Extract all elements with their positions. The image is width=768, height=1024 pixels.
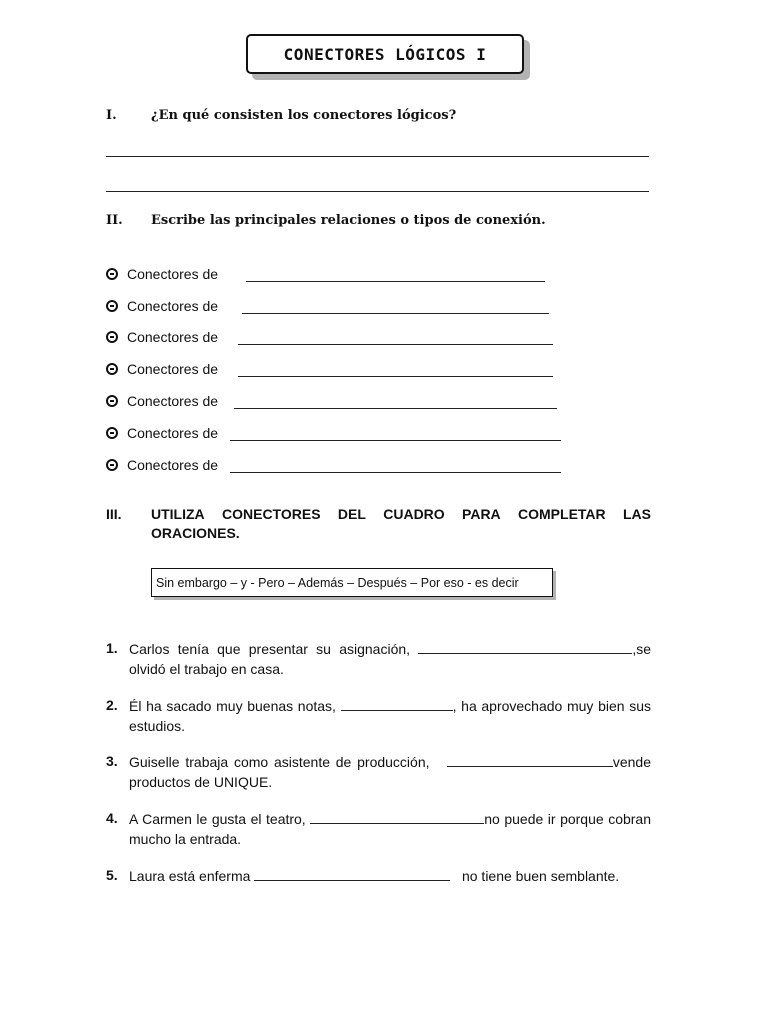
connector-item-label: Conectores de xyxy=(127,425,219,441)
sentence-blank xyxy=(418,641,632,654)
sentence-number: 2. xyxy=(106,697,118,713)
connector-blank xyxy=(234,394,557,409)
sentence-text-after: no puede ir porque cobran mucho la entrada. xyxy=(129,811,651,847)
connector-item-label: Conectores de xyxy=(127,361,219,377)
section-3-word: PARA xyxy=(462,506,501,522)
connector-item-label: Conectores de xyxy=(127,393,219,409)
connector-item xyxy=(106,360,218,378)
sentence-text-before: Guiselle trabaja como asistente de producción, xyxy=(129,754,430,770)
connector-item-label: Conectores de xyxy=(127,457,219,473)
section-3-word: UTILIZA xyxy=(151,506,205,522)
arrow-circle-bullet-icon xyxy=(106,363,118,375)
connector-item xyxy=(106,456,218,474)
sentence-text-after: no tiene buen semblante. xyxy=(461,868,620,884)
section-3-word: LAS xyxy=(622,506,651,522)
sentence-text-after: ,se olvidó el trabajo en casa. xyxy=(129,641,651,677)
section-1-number: I. xyxy=(106,108,117,123)
sentence-number: 1. xyxy=(106,640,118,656)
sentence-number: 3. xyxy=(106,753,118,769)
sentence-4 xyxy=(129,809,651,849)
connector-item xyxy=(106,392,218,410)
section-1-question: ¿En qué consisten los conectores lógicos? xyxy=(151,108,457,123)
section-3-instruction-line-2: ORACIONES. xyxy=(151,525,240,541)
arrow-circle-bullet-icon xyxy=(106,331,118,343)
sentence-text-after: , ha aprovechado muy bien sus estudios. xyxy=(129,698,651,734)
connector-word-box: Sin embargo – y - Pero – Además – Después – Por eso - es decir xyxy=(151,568,553,597)
arrow-circle-bullet-icon xyxy=(106,300,118,312)
sentence-2 xyxy=(129,696,651,736)
connector-blank xyxy=(238,362,553,377)
sentence-blank xyxy=(447,754,613,767)
connector-blank xyxy=(230,458,561,473)
section-3-word: COMPLETAR xyxy=(518,506,606,522)
sentence-number: 4. xyxy=(106,810,118,826)
sentence-blank xyxy=(310,811,484,824)
answer-line-1 xyxy=(106,156,649,157)
sentence-blank xyxy=(254,868,450,881)
connector-item xyxy=(106,297,218,315)
section-2-number: II. xyxy=(106,213,123,228)
arrow-circle-bullet-icon xyxy=(106,459,118,471)
connector-item-label: Conectores de xyxy=(127,329,219,345)
sentence-text-before: Él ha sacado muy buenas notas, xyxy=(129,698,336,714)
connector-item xyxy=(106,424,218,442)
sentence-3 xyxy=(129,752,651,792)
answer-line-2 xyxy=(106,191,649,192)
sentence-text-before: A Carmen le gusta el teatro, xyxy=(129,811,306,827)
connector-blank xyxy=(242,299,549,314)
arrow-circle-bullet-icon xyxy=(106,395,118,407)
section-3-word: CONECTORES xyxy=(222,506,321,522)
connector-blank xyxy=(246,267,545,282)
sentence-number: 5. xyxy=(106,867,118,883)
worksheet-title: CONECTORES LÓGICOS I xyxy=(246,34,524,74)
connector-item xyxy=(106,328,218,346)
section-2-instruction: Escribe las principales relaciones o tipos de conexión. xyxy=(151,213,546,228)
sentence-blank xyxy=(341,698,453,711)
sentence-text-before: Carlos tenía que presentar su asignación, xyxy=(129,641,411,657)
sentence-text-after: vende productos de UNIQUE. xyxy=(129,754,651,790)
connector-blank xyxy=(238,330,553,345)
connector-blank xyxy=(230,426,561,441)
arrow-circle-bullet-icon xyxy=(106,268,118,280)
section-3-instruction-line-1 xyxy=(151,506,651,522)
section-3-number: III. xyxy=(106,506,122,522)
connector-item-label: Conectores de xyxy=(127,266,219,282)
arrow-circle-bullet-icon xyxy=(106,427,118,439)
connector-item-label: Conectores de xyxy=(127,298,219,314)
section-3-word: DEL xyxy=(337,506,366,522)
connector-item xyxy=(106,265,218,283)
sentence-5 xyxy=(129,866,651,886)
section-3-word: CUADRO xyxy=(383,506,445,522)
sentence-1 xyxy=(129,639,651,679)
sentence-text-before: Laura está enferma xyxy=(129,868,251,884)
